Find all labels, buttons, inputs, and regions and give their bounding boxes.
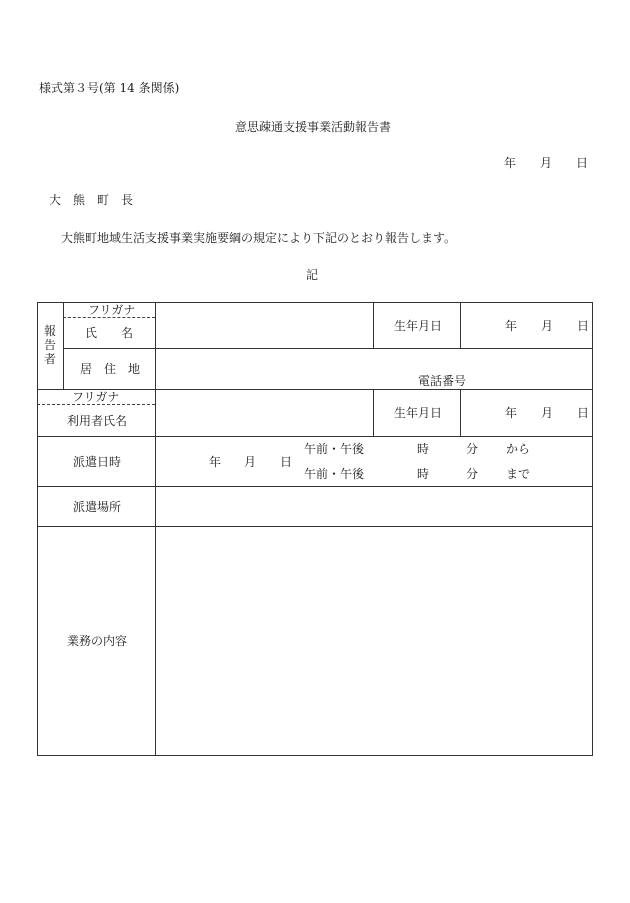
user-furigana-divider bbox=[37, 404, 155, 405]
date-month: 月 bbox=[540, 156, 553, 170]
reporter-name-label: 氏 名 bbox=[85, 326, 134, 340]
reporter-birth-year: 年 bbox=[505, 319, 518, 333]
hour-start: 時 bbox=[417, 442, 430, 456]
dispatch-place-label: 派遣場所 bbox=[73, 500, 122, 514]
reporter-birth-label: 生年月日 bbox=[394, 319, 443, 333]
hour-end: 時 bbox=[417, 467, 430, 481]
ampm-end: 午前・午後 bbox=[304, 467, 365, 481]
reporter-birth-day: 日 bbox=[577, 319, 590, 333]
reporter-furigana-divider bbox=[63, 317, 155, 318]
until-text: まで bbox=[506, 467, 531, 481]
dispatch-month: 月 bbox=[244, 455, 257, 469]
document-title: 意思疎通支援事業活動報告書 bbox=[235, 120, 392, 134]
table-border-left bbox=[37, 302, 38, 755]
date-year: 年 bbox=[504, 156, 517, 170]
date-day: 日 bbox=[576, 156, 589, 170]
label-column-divider bbox=[155, 302, 156, 755]
table-border-right bbox=[592, 302, 593, 755]
reporter-phone-label: 電話番号 bbox=[418, 374, 467, 388]
user-birth-month: 月 bbox=[541, 406, 554, 420]
user-birth-left bbox=[373, 389, 374, 436]
user-section-bottom bbox=[37, 436, 593, 437]
dispatch-place-bottom bbox=[37, 526, 593, 527]
reporter-address-label: 居 住 地 bbox=[80, 362, 141, 376]
intro-text: 大熊町地域生活支援事業実施要綱の規定により下記のとおり報告します。 bbox=[61, 231, 457, 245]
table-border-bottom bbox=[37, 755, 593, 756]
from-text: から bbox=[506, 442, 531, 456]
user-birth-right bbox=[460, 389, 461, 436]
reporter-birth-left bbox=[373, 302, 374, 348]
user-furigana-label: フリガナ bbox=[72, 390, 120, 404]
dispatch-datetime-bottom bbox=[37, 486, 593, 487]
reporter-side-divider bbox=[63, 302, 64, 389]
user-birth-day: 日 bbox=[577, 406, 590, 420]
form-number: 様式第３号(第 14 条関係) bbox=[39, 81, 180, 95]
dispatch-year: 年 bbox=[209, 455, 222, 469]
dispatch-day: 日 bbox=[280, 455, 293, 469]
minute-end: 分 bbox=[466, 467, 479, 481]
minute-start: 分 bbox=[466, 442, 479, 456]
reporter-birth-right bbox=[460, 302, 461, 348]
addressee: 大 熊 町 長 bbox=[49, 193, 134, 207]
reporter-section-bottom bbox=[37, 389, 593, 390]
reporter-birth-month: 月 bbox=[541, 319, 554, 333]
reporter-furigana-label: フリガナ bbox=[88, 303, 136, 317]
user-birth-year: 年 bbox=[505, 406, 518, 420]
reporter-side-label: 報告者 bbox=[44, 324, 57, 366]
reporter-name-bottom bbox=[63, 348, 593, 349]
user-birth-label: 生年月日 bbox=[394, 406, 443, 420]
ampm-start: 午前・午後 bbox=[304, 442, 365, 456]
work-content-label: 業務の内容 bbox=[67, 634, 128, 648]
ki-heading: 記 bbox=[306, 268, 319, 282]
dispatch-datetime-label: 派遣日時 bbox=[73, 455, 122, 469]
user-name-label: 利用者氏名 bbox=[67, 414, 128, 428]
